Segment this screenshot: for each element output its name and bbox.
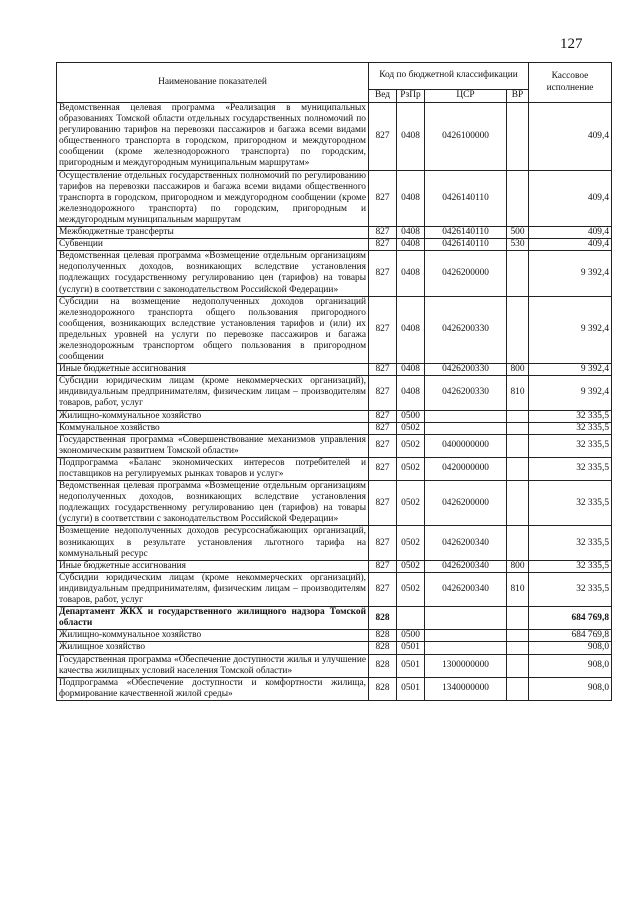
table-row [57, 677, 612, 700]
row-name: Межбюджетные трансферты [57, 227, 369, 239]
row-vr: 810 [507, 376, 529, 410]
row-csr: 0426140110 [425, 227, 507, 239]
row-name: Возмещение недополученных доходов ресурсоснабжающих организаций, возникающих в результате установления льготного тарифа на коммунальный ресурс [57, 526, 369, 560]
row-rzpr [397, 607, 425, 630]
row-name: Субсидии юридическим лицам (кроме некоммерческих организаций), индивидуальным предпринимателям, физическим лицам – производителям товаров, работ, услуг [57, 376, 369, 410]
row-name: Государственная программа «Обеспечение доступности жилья и улучшение качества жилищных условий населения Томской области» [57, 654, 369, 677]
row-cash: 684 769,8 [529, 630, 612, 642]
row-rzpr: 0501 [397, 677, 425, 700]
table-row [57, 526, 612, 560]
row-vr [507, 481, 529, 526]
row-vr [507, 296, 529, 364]
row-cash: 32 335,5 [529, 422, 612, 434]
row-rzpr: 0502 [397, 457, 425, 480]
row-ved: 828 [369, 642, 397, 654]
row-rzpr: 0408 [397, 227, 425, 239]
row-cash: 908,0 [529, 654, 612, 677]
row-ved: 827 [369, 572, 397, 606]
row-ved: 827 [369, 526, 397, 560]
table-row [57, 630, 612, 642]
row-vr [507, 103, 529, 171]
table-row [57, 422, 612, 434]
row-ved: 827 [369, 410, 397, 422]
row-rzpr: 0502 [397, 526, 425, 560]
table-row [57, 560, 612, 572]
row-ved: 827 [369, 457, 397, 480]
row-cash: 32 335,5 [529, 457, 612, 480]
row-ved: 828 [369, 607, 397, 630]
row-rzpr: 0501 [397, 642, 425, 654]
row-csr [425, 630, 507, 642]
header-cash: Кассовое исполнение [529, 63, 612, 103]
row-ved: 827 [369, 422, 397, 434]
table-row [57, 296, 612, 364]
table-row [57, 364, 612, 376]
header-csr: ЦСР [425, 90, 507, 103]
row-rzpr: 0500 [397, 630, 425, 642]
row-rzpr: 0408 [397, 251, 425, 296]
row-csr: 1340000000 [425, 677, 507, 700]
row-ved: 827 [369, 434, 397, 457]
row-csr: 0426200000 [425, 251, 507, 296]
row-vr [507, 526, 529, 560]
row-ved: 828 [369, 654, 397, 677]
row-rzpr: 0502 [397, 572, 425, 606]
row-csr: 0426200340 [425, 560, 507, 572]
table-row [57, 572, 612, 606]
row-ved: 827 [369, 103, 397, 171]
row-name: Субвенции [57, 239, 369, 251]
row-rzpr: 0408 [397, 364, 425, 376]
table-row [57, 227, 612, 239]
row-csr: 0426200330 [425, 296, 507, 364]
row-name: Государственная программа «Совершенствование механизмов управления экономическим развитием Томской области» [57, 434, 369, 457]
row-cash: 409,4 [529, 239, 612, 251]
row-csr: 0426200000 [425, 481, 507, 526]
row-vr [507, 654, 529, 677]
row-vr: 800 [507, 560, 529, 572]
row-name: Жилищно-коммунальное хозяйство [57, 410, 369, 422]
row-csr: 1300000000 [425, 654, 507, 677]
row-csr: 0426140110 [425, 239, 507, 251]
row-ved: 827 [369, 481, 397, 526]
row-rzpr: 0501 [397, 654, 425, 677]
row-rzpr: 0408 [397, 296, 425, 364]
row-vr: 500 [507, 227, 529, 239]
row-csr: 0400000000 [425, 434, 507, 457]
row-csr: 0426140110 [425, 170, 507, 226]
row-vr: 800 [507, 364, 529, 376]
row-ved: 827 [369, 239, 397, 251]
table-row [57, 607, 612, 630]
table-row [57, 251, 612, 296]
row-vr [507, 677, 529, 700]
row-cash: 32 335,5 [529, 434, 612, 457]
table-row [57, 434, 612, 457]
row-name: Жилищно-коммунальное хозяйство [57, 630, 369, 642]
row-csr [425, 410, 507, 422]
row-ved: 828 [369, 677, 397, 700]
row-csr [425, 642, 507, 654]
row-cash: 32 335,5 [529, 560, 612, 572]
row-ved: 827 [369, 296, 397, 364]
row-cash: 32 335,5 [529, 481, 612, 526]
row-name: Подпрограмма «Баланс экономических интересов потребителей и поставщиков на регулируемых рынках товаров и услуг» [57, 457, 369, 480]
row-name: Субсидии на возмещение недополученных доходов организаций железнодорожного транспорта общего пользования пригородного сообщения, возникающих вследствие установления тарифов и (или) их предельных уровней на услуги по перевозке пассажиров и багажа железнодорожным транспортом общего пользования в пригородном сообщении [57, 296, 369, 364]
table-row [57, 457, 612, 480]
table-row [57, 481, 612, 526]
row-vr [507, 422, 529, 434]
row-name: Коммунальное хозяйство [57, 422, 369, 434]
table-body [57, 103, 612, 701]
table-row [57, 410, 612, 422]
table-row [57, 103, 612, 171]
row-csr: 0426200330 [425, 364, 507, 376]
row-cash: 684 769,8 [529, 607, 612, 630]
row-rzpr: 0502 [397, 481, 425, 526]
row-vr [507, 642, 529, 654]
header-rzpr: РзПр [397, 90, 425, 103]
table-row [57, 654, 612, 677]
row-cash: 908,0 [529, 677, 612, 700]
row-ved: 827 [369, 560, 397, 572]
row-cash: 908,0 [529, 642, 612, 654]
row-rzpr: 0408 [397, 376, 425, 410]
row-vr [507, 607, 529, 630]
row-cash: 9 392,4 [529, 364, 612, 376]
row-name: Ведомственная целевая программа «Возмещение отдельным организациям недополученных доходов, возникающих вследствие установления подлежащих государственному регулированию цен (тарифов) на товары (услуги) в соответствии с законодательством Российской Федерации» [57, 251, 369, 296]
row-name: Ведомственная целевая программа «Реализация в муниципальных образованиях Томской области отдельных государственных полномочий по регулированию тарифов на перевозки пассажиров и багажа всеми видами общественного транспорта в городском, пригородном и междугородном сообщении (кроме железнодорожного транспорта) по городским, пригородным и междугородным муниципальным маршрутам» [57, 103, 369, 171]
header-code-group: Код по бюджетной классификации [369, 63, 529, 90]
row-csr: 0426200340 [425, 572, 507, 606]
row-ved: 827 [369, 376, 397, 410]
row-csr [425, 422, 507, 434]
header-vr: ВР [507, 90, 529, 103]
row-ved: 827 [369, 251, 397, 296]
row-rzpr: 0408 [397, 170, 425, 226]
budget-table [56, 62, 612, 701]
row-name: Подпрограмма «Обеспечение доступности и комфортности жилища, формирование качественной жилой среды» [57, 677, 369, 700]
row-cash: 409,4 [529, 170, 612, 226]
row-cash: 32 335,5 [529, 572, 612, 606]
page-number: 127 [560, 36, 583, 52]
row-vr [507, 457, 529, 480]
row-ved: 827 [369, 170, 397, 226]
row-vr [507, 170, 529, 226]
row-csr: 0426200330 [425, 376, 507, 410]
row-name: Субсидии юридическим лицам (кроме некоммерческих организаций), индивидуальным предпринимателям, физическим лицам – производителям товаров, работ, услуг [57, 572, 369, 606]
row-cash: 32 335,5 [529, 526, 612, 560]
header-name: Наименование показателей [57, 63, 369, 103]
row-cash: 409,4 [529, 227, 612, 239]
row-csr [425, 607, 507, 630]
row-vr [507, 251, 529, 296]
row-name: Департамент ЖКХ и государственного жилищного надзора Томской области [57, 607, 369, 630]
row-vr: 530 [507, 239, 529, 251]
row-name: Иные бюджетные ассигнования [57, 560, 369, 572]
row-cash: 32 335,5 [529, 410, 612, 422]
row-rzpr: 0502 [397, 560, 425, 572]
row-name: Ведомственная целевая программа «Возмещение отдельным организациям недополученных доходов, возникающих вследствие установления подлежащих государственному регулированию цен (тарифов) на товары (услуги) в соответствии с законодательством Российской Федерации» [57, 481, 369, 526]
row-cash: 9 392,4 [529, 376, 612, 410]
row-ved: 827 [369, 364, 397, 376]
row-name: Осуществление отдельных государственных полномочий по регулированию тарифов на перевозки пассажиров и багажа всеми видами общественного транспорта в городском, пригородном и междугородном сообщении (кроме железнодорожного транспорта) по городским, пригородным и междугородным муниципальным маршрутам [57, 170, 369, 226]
row-rzpr: 0502 [397, 422, 425, 434]
row-rzpr: 0502 [397, 434, 425, 457]
row-vr [507, 434, 529, 457]
row-cash: 409,4 [529, 103, 612, 171]
row-cash: 9 392,4 [529, 296, 612, 364]
row-vr [507, 630, 529, 642]
row-cash: 9 392,4 [529, 251, 612, 296]
row-rzpr: 0408 [397, 239, 425, 251]
table-row [57, 376, 612, 410]
row-csr: 0426100000 [425, 103, 507, 171]
row-vr: 810 [507, 572, 529, 606]
row-rzpr: 0408 [397, 103, 425, 171]
row-name: Жилищное хозяйство [57, 642, 369, 654]
row-vr [507, 410, 529, 422]
table-row [57, 642, 612, 654]
row-csr: 0426200340 [425, 526, 507, 560]
row-csr: 0420000000 [425, 457, 507, 480]
table-row [57, 239, 612, 251]
header-ved: Вед [369, 90, 397, 103]
table-row [57, 170, 612, 226]
row-rzpr: 0500 [397, 410, 425, 422]
row-name: Иные бюджетные ассигнования [57, 364, 369, 376]
row-ved: 828 [369, 630, 397, 642]
row-ved: 827 [369, 227, 397, 239]
